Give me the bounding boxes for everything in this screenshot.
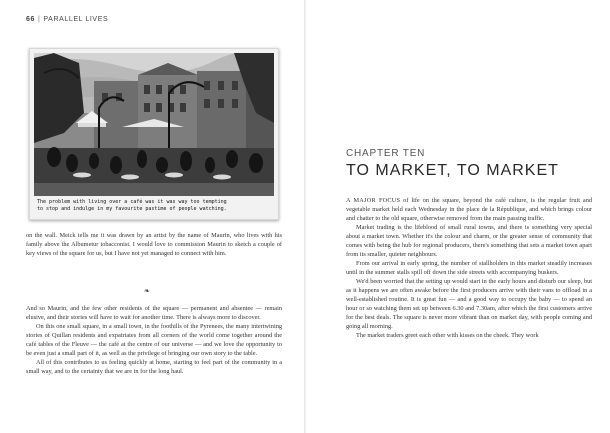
left-text-block-1 <box>26 231 282 258</box>
opening-text: of life on the square, beyond the café culture, is the regular fruit and vegetable market held each Wednesday in the place de la République, and which brings colour and chatter to the old square, otherwise removed from the main passing traffic. <box>346 197 592 222</box>
left-text-block-2 <box>26 304 282 376</box>
paragraph: We'd been worried that the setting up would start in the early hours and disturb our sleep, but as it happens we are often awake before the first producers arrive with their vans to offload in a well-established routine. It is great fun — and a good way to occupy the baby — to spend an hour or so watching them set up between 6.30 and 7.30am, after which the first customers arrive for the best deals. The square is never more vibrant than on market day, with people coming and going all morning. <box>346 278 592 330</box>
photo-caption-line-2: to stop and indulge in my favourite pastime of people watching. <box>37 206 227 212</box>
book-title: PARALLEL LIVES <box>43 16 109 23</box>
right-page <box>305 0 610 433</box>
paragraph: The market traders greet each other with kisses on the cheek. They work <box>356 332 539 339</box>
running-head-separator: | <box>38 16 41 23</box>
cafe-square-photo <box>34 53 274 196</box>
paragraph: From our arrival in early spring, the number of stallholders in this market steadily increases until in the summer stalls spill off down the side streets with accompanying buskers. <box>346 260 592 276</box>
section-break-ornament: ❧ <box>144 287 150 295</box>
paragraph: All of this contributes to us feeling quickly at home, starting to feel part of the community in a small way, and to the certainty that we are in for the long haul. <box>26 359 282 375</box>
photo-caption-line-1: The problem with living over a café was it was way too tempting <box>37 199 227 205</box>
running-head <box>26 16 108 23</box>
chapter-title: TO MARKET, TO MARKET <box>346 162 559 179</box>
photo-caption <box>37 199 273 213</box>
paragraph: And so Maurin, and the few other residents of the square — permanent and absentee — remain elusive, and their stories will have to wait for another time. There is always more to discover. <box>26 305 282 321</box>
opening-small-caps: A MAJOR FOCUS <box>346 197 401 204</box>
paragraph: Market trading is the lifeblood of small rural towns, and there is something very special about a market town. Whether it's the colour and charm, or the greater sense of community that comes with being the hub for regional producers, there's something that sets a market town apart from its smaller, quieter neighbours. <box>346 224 592 258</box>
photo-figure <box>29 48 279 220</box>
paragraph: on the wall. Meick tells me it was drawn by an artist by the name of Maurin, who lives with his family above the Albumetur tobacconist. I would love to commission Maurin to sketch a couple of key views of the square for us, but I have not yet managed to connect with him. <box>26 232 282 257</box>
paragraph: On this one small square, in a small town, in the foothills of the Pyrenees, the many intertwining stories of Quillan residents and expatriates from all corners of the world come together around the café tables of the Fleuve — the café at the centre of our universe — and we love the opportunity to be even just a small part of it, as well as the privilege of bringing our own story to the table. <box>26 323 282 357</box>
chapter-number: CHAPTER TEN <box>346 148 426 159</box>
paragraph-opening <box>346 196 592 223</box>
photo-illustration <box>34 53 274 196</box>
right-text-block <box>346 196 592 340</box>
page-number: 66 <box>26 16 35 23</box>
